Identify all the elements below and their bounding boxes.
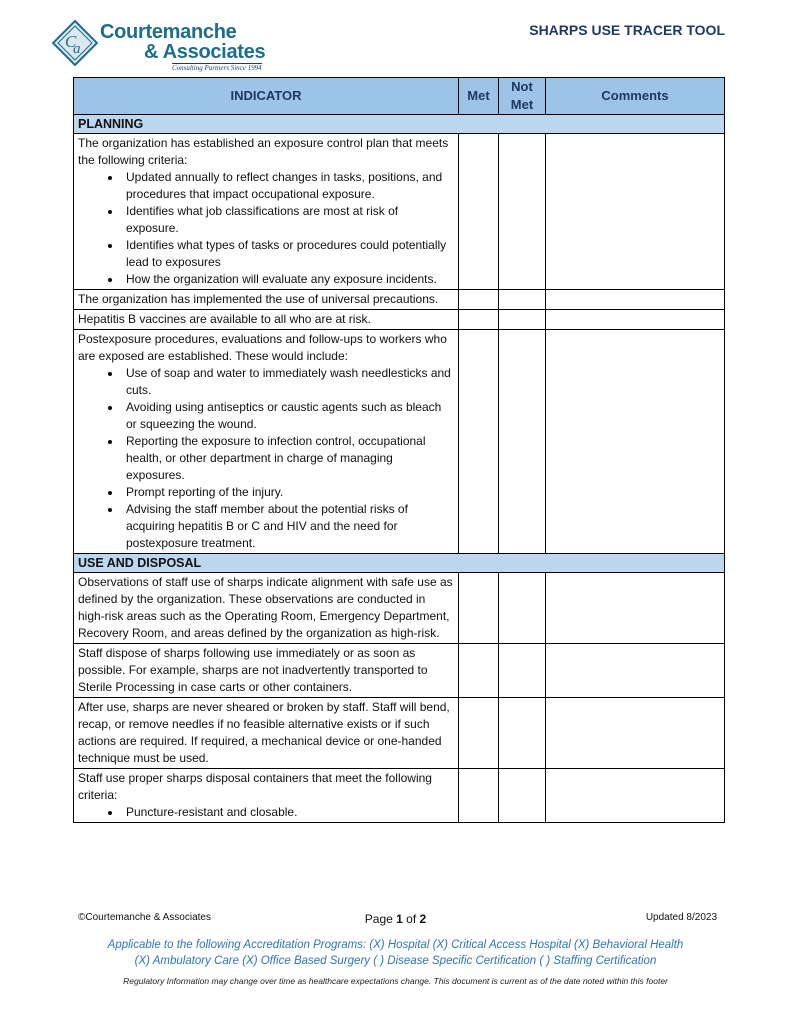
criteria-list-item: • Use of soap and water to immediately wash needlesticks and cuts.: [122, 365, 454, 399]
indicator-row: [74, 290, 725, 310]
criteria-list-item: • Prompt reporting of the injury.: [122, 484, 454, 501]
indicator-row: [74, 698, 725, 769]
company-logo: [52, 20, 282, 76]
criteria-list: [78, 365, 454, 552]
comments-cell[interactable]: [546, 644, 725, 698]
indicator-text: Postexposure procedures, evaluations and follow-ups to workers who are exposed are established. These would include:: [78, 332, 447, 363]
indicator-row: [74, 134, 725, 290]
indicator-cell: [74, 769, 459, 823]
company-name: Courtemanche: [100, 21, 237, 43]
indicator-column-header: INDICATOR: [74, 78, 459, 115]
met-column-header: Met: [459, 78, 499, 115]
not-met-cell[interactable]: [499, 573, 546, 644]
criteria-list-item: • Updated annually to reflect changes in tasks, positions, and procedures that impact occupational exposure.: [122, 169, 454, 203]
not-met-cell[interactable]: [499, 310, 546, 330]
not-met-cell[interactable]: [499, 290, 546, 310]
indicator-text: After use, sharps are never sheared or broken by staff. Staff will bend, recap, or remove needles if no feasible alternative exists or if such actions are required. If required, a mechanical device or one-handed technique must be used.: [78, 700, 450, 765]
comments-cell[interactable]: [546, 698, 725, 769]
section-header-row: [74, 115, 725, 134]
svg-text:a: a: [73, 41, 81, 57]
indicator-text: The organization has established an exposure control plan that meets the following criteria:: [78, 136, 449, 167]
company-name-associates: & Associates: [144, 41, 266, 63]
not-met-cell[interactable]: [499, 330, 546, 554]
indicator-cell: [74, 698, 459, 769]
not-met-column-header: Not Met: [499, 78, 546, 115]
not-met-cell[interactable]: [499, 134, 546, 290]
criteria-list: [78, 169, 454, 288]
comments-cell[interactable]: [546, 769, 725, 823]
criteria-list-item: • Avoiding using antiseptics or caustic agents such as bleach or squeezing the wound.: [122, 399, 454, 433]
criteria-list-item: • Reporting the exposure to infection control, occupational health, or other department in charge of managing exposures.: [122, 433, 454, 484]
footer-updated-date: Updated 8/2023: [645, 912, 717, 923]
section-title: USE AND DISPOSAL: [74, 554, 725, 573]
criteria-list-item: • Identifies what types of tasks or procedures could potentially lead to exposures: [122, 237, 454, 271]
company-tagline: Consulting Partners Since 1994: [172, 64, 262, 72]
met-cell[interactable]: [459, 644, 499, 698]
indicator-row: [74, 573, 725, 644]
section-title: PLANNING: [74, 115, 725, 134]
comments-cell[interactable]: [546, 310, 725, 330]
indicator-row: [74, 644, 725, 698]
indicator-cell: [74, 644, 459, 698]
indicator-cell: [74, 310, 459, 330]
indicator-text: Hepatitis B vaccines are available to all who are at risk.: [78, 312, 371, 326]
indicator-row: [74, 310, 725, 330]
indicator-cell: [74, 134, 459, 290]
footer-regulatory-note: Regulatory Information may change over time as healthcare expectations change. This document is current as of the date noted within this footer: [123, 976, 668, 986]
document-title: SHARPS USE TRACER TOOL: [529, 22, 725, 38]
met-cell[interactable]: [459, 290, 499, 310]
comments-cell[interactable]: [546, 134, 725, 290]
section-header-row: [74, 554, 725, 573]
table-header-row: [74, 78, 725, 115]
logo-diamond-icon: [52, 20, 98, 66]
indicator-text: The organization has implemented the use of universal precautions.: [78, 292, 439, 306]
indicator-row: [74, 769, 725, 823]
comments-cell[interactable]: [546, 573, 725, 644]
tracer-table: [73, 77, 725, 823]
indicator-row: [74, 330, 725, 554]
met-cell[interactable]: [459, 310, 499, 330]
footer-accreditation-programs: Applicable to the following Accreditation Programs: (X) Hospital (X) Critical Access Hospital (X) Behavioral Health (X) Ambulatory Care (X) Office Based Surgery ( ) Disease Specific Certification ( ) Staffing Certification: [107, 939, 684, 967]
footer-page-number: Page 1 of 2: [364, 912, 427, 926]
criteria-list-item: • Identifies what job classifications are most at risk of exposure.: [122, 203, 454, 237]
indicator-cell: [74, 573, 459, 644]
met-cell[interactable]: [459, 134, 499, 290]
not-met-cell[interactable]: [499, 644, 546, 698]
footer-copyright: ©Courtemanche & Associates: [78, 912, 211, 923]
criteria-list-item: • How the organization will evaluate any exposure incidents.: [122, 271, 454, 288]
met-cell[interactable]: [459, 769, 499, 823]
indicator-text: Observations of staff use of sharps indicate alignment with safe use as defined by the organization. These observations are conducted in high-risk areas such as the Operating Room, Emergency Department, Recovery Room, and areas defined by the organization as high-risk.: [78, 575, 453, 640]
svg-text:C: C: [65, 32, 77, 51]
met-cell[interactable]: [459, 330, 499, 554]
not-met-cell[interactable]: [499, 769, 546, 823]
met-cell[interactable]: [459, 698, 499, 769]
indicator-text: Staff dispose of sharps following use immediately or as soon as possible. For example, sharps are not inadvertently transported to Sterile Processing in case carts or other containers.: [78, 646, 428, 694]
indicator-text: Staff use proper sharps disposal containers that meet the following criteria:: [78, 771, 432, 802]
indicator-cell: [74, 290, 459, 310]
not-met-cell[interactable]: [499, 698, 546, 769]
criteria-list: [78, 804, 454, 821]
indicator-cell: [74, 330, 459, 554]
comments-column-header: Comments: [546, 78, 725, 115]
met-cell[interactable]: [459, 573, 499, 644]
comments-cell[interactable]: [546, 290, 725, 310]
criteria-list-item: • Puncture-resistant and closable.: [122, 804, 454, 821]
criteria-list-item: • Advising the staff member about the potential risks of acquiring hepatitis B or C and HIV and the need for postexposure treatment.: [122, 501, 454, 552]
comments-cell[interactable]: [546, 330, 725, 554]
